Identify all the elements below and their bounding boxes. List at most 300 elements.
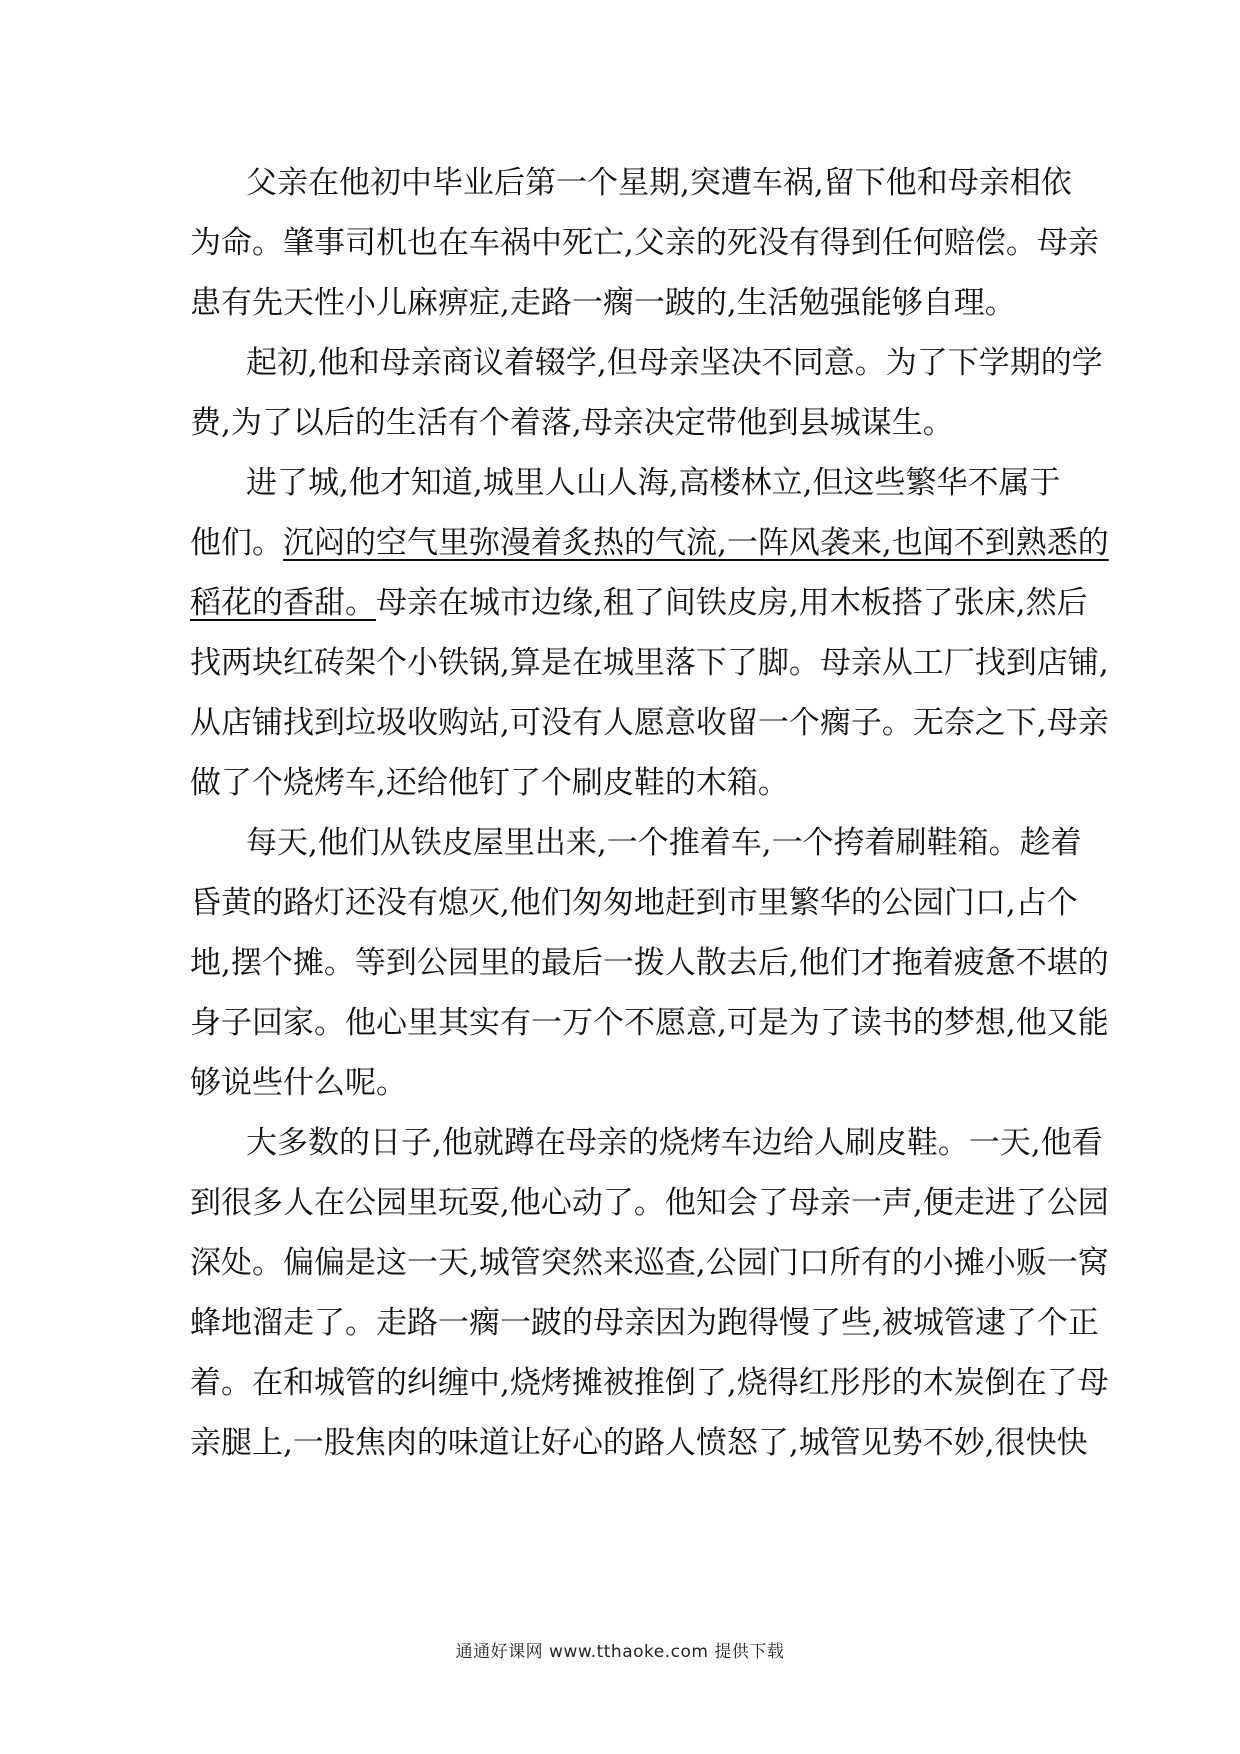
- glyph: 才: [860, 945, 892, 981]
- glyph: 依: [1040, 165, 1072, 201]
- glyph: 但: [606, 345, 638, 381]
- glyph: 园: [376, 1185, 407, 1221]
- glyph: 。: [252, 1245, 283, 1281]
- glyph: 有: [407, 885, 438, 921]
- glyph: 里: [407, 1005, 438, 1041]
- glyph: 店: [221, 705, 252, 741]
- glyph: 人: [664, 1425, 696, 1461]
- glyph: 管: [345, 1365, 376, 1401]
- glyph: 。: [881, 705, 913, 741]
- glyph: 何: [912, 225, 944, 261]
- glyph: 天: [277, 825, 308, 861]
- glyph: 他: [441, 1125, 473, 1161]
- glyph: 收: [407, 705, 438, 741]
- glyph: 繁: [905, 465, 937, 501]
- glyph: 心: [571, 1425, 603, 1461]
- glyph: 垃: [345, 705, 376, 741]
- glyph: 这: [843, 465, 875, 501]
- glyph: 有: [788, 225, 820, 261]
- glyph: ,: [596, 825, 607, 861]
- glyph: 的: [339, 1125, 370, 1161]
- glyph: 来: [602, 1245, 634, 1281]
- glyph: 初: [370, 165, 401, 201]
- glyph: 同: [792, 345, 824, 381]
- glyph: 下: [695, 645, 727, 681]
- glyph: 腿: [221, 1425, 252, 1461]
- glyph: 但: [812, 465, 844, 501]
- text-line: [190, 1295, 1099, 1351]
- glyph: 的: [850, 885, 882, 921]
- glyph: 回: [252, 1005, 283, 1041]
- glyph: 能: [1077, 1005, 1109, 1041]
- glyph: 股: [323, 1425, 355, 1461]
- glyph: 鞋: [906, 1125, 938, 1161]
- glyph: 在: [1015, 1365, 1047, 1401]
- glyph: 为: [686, 1305, 717, 1341]
- glyph: 个: [788, 705, 820, 741]
- glyph: 门: [943, 885, 975, 921]
- glyph: 的: [695, 225, 727, 261]
- glyph: 下: [1005, 705, 1037, 741]
- text-line: [246, 155, 1072, 211]
- glyph: 公: [1046, 1185, 1078, 1221]
- glyph: 烤: [689, 1125, 721, 1161]
- glyph: 车: [469, 225, 500, 261]
- glyph: 在: [534, 1125, 566, 1161]
- glyph: 事: [314, 225, 345, 261]
- glyph: 惫: [984, 945, 1016, 981]
- glyph: 一: [531, 1005, 562, 1041]
- glyph: 第: [525, 165, 556, 201]
- glyph: ,: [872, 1305, 882, 1341]
- glyph: 就: [472, 1125, 504, 1161]
- glyph: 等: [354, 945, 386, 981]
- glyph: ,: [717, 1005, 727, 1041]
- glyph: 倒: [664, 1365, 696, 1401]
- glyph: 。: [854, 345, 886, 381]
- glyph: 之: [974, 705, 1006, 741]
- glyph: 人: [813, 1125, 845, 1161]
- glyph: 到: [1005, 645, 1037, 681]
- glyph: 里: [478, 945, 510, 981]
- glyph: ,: [761, 825, 772, 861]
- line-text: 患有先天性小儿麻痹症,走路一瘸一跛的,生活勉强能够自理。: [190, 285, 1016, 321]
- glyph: ,: [1005, 1005, 1016, 1041]
- glyph: 。: [937, 1125, 969, 1161]
- glyph: 愿: [655, 1005, 686, 1041]
- glyph: ,: [469, 1245, 479, 1281]
- glyph: 日: [370, 1125, 401, 1161]
- glyph: 华: [819, 885, 851, 921]
- text-line: [190, 875, 1078, 931]
- glyph: 因: [655, 1305, 686, 1341]
- glyph: 园: [912, 885, 944, 921]
- glyph: 的: [509, 945, 541, 981]
- glyph: 着: [864, 825, 896, 861]
- glyph: 一: [407, 1245, 438, 1281]
- glyph: 亲: [277, 165, 308, 201]
- glyph: 有: [500, 1005, 531, 1041]
- glyph: 母: [593, 1305, 624, 1341]
- glyph: 铺: [1067, 645, 1099, 681]
- glyph: 进: [984, 1185, 1016, 1221]
- text-line: [190, 1055, 1060, 1111]
- glyph: 摊: [571, 1365, 603, 1401]
- glyph: 瘸: [819, 705, 851, 741]
- glyph: 一: [968, 1125, 1000, 1161]
- glyph: 一: [556, 165, 587, 201]
- glyph: 里: [503, 825, 535, 861]
- text-line: [246, 335, 1103, 391]
- glyph: 里: [513, 465, 545, 501]
- glyph: 市: [726, 885, 758, 921]
- glyph: 贩: [1015, 1245, 1047, 1281]
- glyph: 里: [757, 885, 789, 921]
- glyph: 皮: [441, 825, 473, 861]
- line-text: 他们。: [190, 525, 283, 561]
- glyph: 园: [736, 1245, 768, 1281]
- glyph: ,: [308, 825, 318, 861]
- glyph: 熄: [438, 885, 469, 921]
- glyph: 从: [190, 705, 221, 741]
- glyph: 学: [978, 345, 1010, 381]
- glyph: 里: [633, 645, 665, 681]
- glyph: 为: [885, 345, 917, 381]
- glyph: 地: [633, 885, 665, 921]
- glyph: 议: [472, 345, 504, 381]
- glyph: 红: [798, 1365, 830, 1401]
- glyph: 学: [1071, 345, 1103, 381]
- glyph: 一: [292, 1425, 324, 1461]
- line-text: 做了个烧烤车,还给他钉了个刷皮鞋的木箱。: [190, 765, 789, 801]
- glyph: 。: [1005, 225, 1037, 261]
- glyph: 在: [314, 1185, 345, 1221]
- glyph: 毕: [432, 165, 463, 201]
- glyph: 耍: [469, 1185, 500, 1221]
- glyph: 母: [565, 1125, 597, 1161]
- glyph: 心: [540, 1185, 572, 1221]
- glyph: 星: [618, 165, 649, 201]
- glyph: 亲: [819, 1185, 851, 1221]
- glyph: 一: [438, 1305, 469, 1341]
- glyph: 母: [1077, 1365, 1109, 1401]
- text-line: [190, 635, 1109, 691]
- glyph: 了: [1005, 1305, 1037, 1341]
- glyph: 势: [891, 1425, 923, 1461]
- glyph: 亡: [593, 225, 624, 261]
- text-line: [190, 395, 1060, 451]
- glyph: 的: [1077, 945, 1109, 981]
- glyph: 木: [922, 1365, 954, 1401]
- glyph: 初: [277, 345, 308, 381]
- glyph: 跛: [531, 1305, 562, 1341]
- glyph: 个: [637, 825, 669, 861]
- glyph: 公: [881, 885, 913, 921]
- glyph: 倒: [984, 1365, 1016, 1401]
- glyph: 个: [587, 165, 618, 201]
- glyph: 城: [314, 1365, 345, 1401]
- glyph: 厂: [943, 645, 975, 681]
- glyph: 才: [379, 465, 411, 501]
- glyph: 他: [317, 345, 349, 381]
- glyph: 两: [221, 645, 252, 681]
- glyph: 他: [339, 165, 370, 201]
- glyph: 无: [912, 705, 944, 741]
- glyph: 找: [190, 645, 221, 681]
- glyph: 不: [1015, 945, 1047, 981]
- glyph: 亲: [668, 345, 700, 381]
- glyph: ,: [596, 345, 607, 381]
- text-line: [190, 995, 1109, 1051]
- glyph: 了: [726, 645, 758, 681]
- glyph: 着: [190, 1365, 221, 1401]
- glyph: 圾: [376, 705, 407, 741]
- glyph: 得: [819, 225, 851, 261]
- glyph: 了: [695, 1365, 727, 1401]
- glyph: 读: [850, 1005, 882, 1041]
- glyph: 皮: [875, 1125, 907, 1161]
- glyph: 店: [1036, 645, 1068, 681]
- glyph: 拖: [891, 945, 923, 981]
- glyph: 人: [664, 945, 696, 981]
- text-line: [190, 275, 1060, 331]
- glyph: 给: [782, 1125, 814, 1161]
- glyph: 一: [771, 825, 803, 861]
- glyph: 还: [345, 885, 376, 921]
- glyph: 意: [823, 345, 855, 381]
- glyph: 知: [410, 465, 442, 501]
- text-line: [190, 575, 1088, 631]
- glyph: 路: [283, 885, 314, 921]
- glyph: 窝: [1077, 1245, 1109, 1281]
- glyph: 快: [1025, 1425, 1057, 1461]
- glyph: 个: [802, 825, 834, 861]
- glyph: 没: [540, 705, 572, 741]
- glyph: 不: [761, 345, 793, 381]
- glyph: 山: [575, 465, 607, 501]
- glyph: 母: [637, 345, 669, 381]
- glyph: 工: [912, 645, 944, 681]
- glyph: 些: [841, 1305, 872, 1341]
- glyph: 管: [943, 1305, 975, 1341]
- glyph: 车: [720, 1125, 752, 1161]
- glyph: 公: [345, 1185, 376, 1221]
- glyph: 愤: [695, 1425, 727, 1461]
- glyph: 购: [438, 705, 469, 741]
- glyph: 深: [190, 1245, 221, 1281]
- glyph: 一: [602, 945, 634, 981]
- glyph: 学: [565, 345, 597, 381]
- glyph: ,: [1030, 1125, 1041, 1161]
- glyph: 城: [478, 1245, 510, 1281]
- glyph: 他: [664, 1185, 696, 1221]
- glyph: 下: [947, 345, 979, 381]
- glyph: 道: [441, 465, 473, 501]
- glyph: 个: [1046, 885, 1078, 921]
- glyph: 是: [345, 1245, 376, 1281]
- glyph: 推: [633, 1365, 665, 1401]
- glyph: 一: [500, 1305, 531, 1341]
- glyph: 的: [376, 1365, 407, 1401]
- glyph: 起: [246, 345, 277, 381]
- glyph: 铺: [252, 705, 283, 741]
- glyph: 有: [571, 705, 603, 741]
- glyph: 母: [819, 645, 851, 681]
- glyph: 家: [283, 1005, 314, 1041]
- text-line: [190, 755, 1060, 811]
- glyph: 赶: [664, 885, 696, 921]
- glyph: 纠: [407, 1365, 438, 1401]
- glyph: 路: [633, 1425, 665, 1461]
- glyph: 个: [261, 945, 293, 981]
- glyph: 挎: [833, 825, 865, 861]
- glyph: 突: [540, 1245, 572, 1281]
- glyph: ,: [813, 165, 824, 201]
- glyph: 地: [190, 945, 221, 981]
- glyph: 。: [788, 645, 820, 681]
- glyph: 和: [916, 165, 948, 201]
- glyph: 在: [308, 165, 339, 201]
- glyph: 亲: [850, 645, 882, 681]
- glyph: 蹲: [503, 1125, 535, 1161]
- glyph: 的: [891, 1365, 923, 1401]
- glyph: 不: [967, 465, 999, 501]
- glyph: 。: [633, 1185, 665, 1221]
- glyph: ,: [788, 945, 799, 981]
- glyph: 怒: [726, 1425, 758, 1461]
- glyph: ,: [308, 345, 318, 381]
- glyph: 没: [757, 225, 789, 261]
- glyph: 。: [345, 1305, 376, 1341]
- glyph: 城: [602, 645, 634, 681]
- glyph: 摊: [953, 1245, 985, 1281]
- glyph: 有: [860, 1245, 892, 1281]
- glyph: 没: [376, 885, 407, 921]
- glyph: 黄: [221, 885, 252, 921]
- glyph: 城: [912, 1305, 944, 1341]
- glyph: 脚: [757, 645, 789, 681]
- glyph: ,: [500, 705, 510, 741]
- glyph: 妙: [953, 1425, 985, 1461]
- glyph: 死: [726, 225, 758, 261]
- glyph: 个: [593, 1005, 624, 1041]
- text-line: [190, 1235, 1109, 1291]
- glyph: 们: [829, 945, 861, 981]
- glyph: 可: [726, 1005, 758, 1041]
- glyph: 一: [606, 825, 638, 861]
- glyph: 梦: [943, 1005, 975, 1041]
- glyph: 后: [571, 945, 603, 981]
- glyph: ,: [1005, 885, 1016, 921]
- glyph: 和: [348, 345, 380, 381]
- glyph: 的: [416, 1425, 448, 1461]
- glyph: 烧: [736, 1365, 768, 1401]
- glyph: 小: [922, 1245, 954, 1281]
- glyph: 车: [730, 825, 762, 861]
- glyph: 疲: [953, 945, 985, 981]
- glyph: 了: [916, 345, 948, 381]
- glyph: 亲: [1077, 705, 1109, 741]
- glyph: 奈: [943, 705, 975, 741]
- glyph: 砖: [314, 645, 345, 681]
- glyph: 慢: [779, 1305, 810, 1341]
- glyph: ,: [802, 465, 813, 501]
- glyph: 巡: [633, 1245, 665, 1281]
- text-line: [190, 515, 1109, 571]
- glyph: 铁: [438, 645, 469, 681]
- glyph: 城: [308, 465, 339, 501]
- glyph: 刷: [844, 1125, 876, 1161]
- glyph: 天: [438, 1245, 469, 1281]
- glyph: 从: [881, 645, 913, 681]
- glyph: 他: [348, 465, 380, 501]
- glyph: ,: [912, 1185, 923, 1221]
- glyph: 天: [999, 1125, 1031, 1161]
- glyph: 焦: [354, 1425, 386, 1461]
- glyph: 炭: [953, 1365, 985, 1401]
- glyph: 烧: [658, 1125, 690, 1161]
- glyph: 亲: [978, 165, 1010, 201]
- glyph: 箱: [957, 825, 989, 861]
- glyph: 城: [798, 1425, 830, 1461]
- glyph: 突: [689, 165, 721, 201]
- glyph: 散: [695, 945, 727, 981]
- glyph: 亲: [190, 1425, 221, 1461]
- glyph: 身: [190, 1005, 221, 1041]
- glyph: 想: [974, 1005, 1006, 1041]
- glyph: 彤: [829, 1365, 861, 1401]
- glyph: 走: [953, 1185, 985, 1221]
- glyph: ,: [668, 465, 679, 501]
- line-text: 费,为了以后的生活有个着落,母亲决定带他到县城谋生。: [190, 405, 954, 441]
- glyph: 数: [308, 1125, 339, 1161]
- glyph: 母: [947, 165, 979, 201]
- glyph: ,: [472, 465, 483, 501]
- underlined-sentence: 沉闷的空气里弥漫着炙热的气流,一阵风袭来,也闻不到熟悉的: [283, 525, 1109, 561]
- glyph: 地: [221, 1305, 252, 1341]
- glyph: ,: [624, 225, 634, 261]
- glyph: ,: [680, 165, 690, 201]
- glyph: 后: [494, 165, 525, 201]
- glyph: 小: [407, 645, 438, 681]
- glyph: 着: [922, 945, 954, 981]
- text-line: [246, 455, 1060, 511]
- footer-credit: 通通好课网 www.tthaoke.com 提供下载: [455, 1642, 785, 1662]
- glyph: 落: [664, 645, 696, 681]
- glyph: 来: [565, 825, 597, 861]
- glyph: 子: [850, 705, 882, 741]
- glyph: 屋: [472, 825, 504, 861]
- glyph: 蜂: [190, 1305, 221, 1341]
- glyph: 门: [767, 1245, 799, 1281]
- glyph: 好: [540, 1425, 572, 1461]
- glyph: 坚: [699, 345, 731, 381]
- glyph: 道: [478, 1425, 510, 1461]
- text-line: [246, 815, 1082, 871]
- glyph: 中: [401, 165, 432, 201]
- glyph: 也: [407, 225, 438, 261]
- glyph: 在: [438, 225, 469, 261]
- glyph: 管: [829, 1425, 861, 1461]
- glyph: 一: [757, 705, 789, 741]
- glyph: 赔: [943, 225, 975, 261]
- glyph: 后: [757, 945, 789, 981]
- glyph: 大: [246, 1125, 277, 1161]
- glyph: 父: [633, 225, 665, 261]
- glyph: 偏: [314, 1245, 345, 1281]
- glyph: 跑: [717, 1305, 748, 1341]
- glyph: 瘸: [469, 1305, 500, 1341]
